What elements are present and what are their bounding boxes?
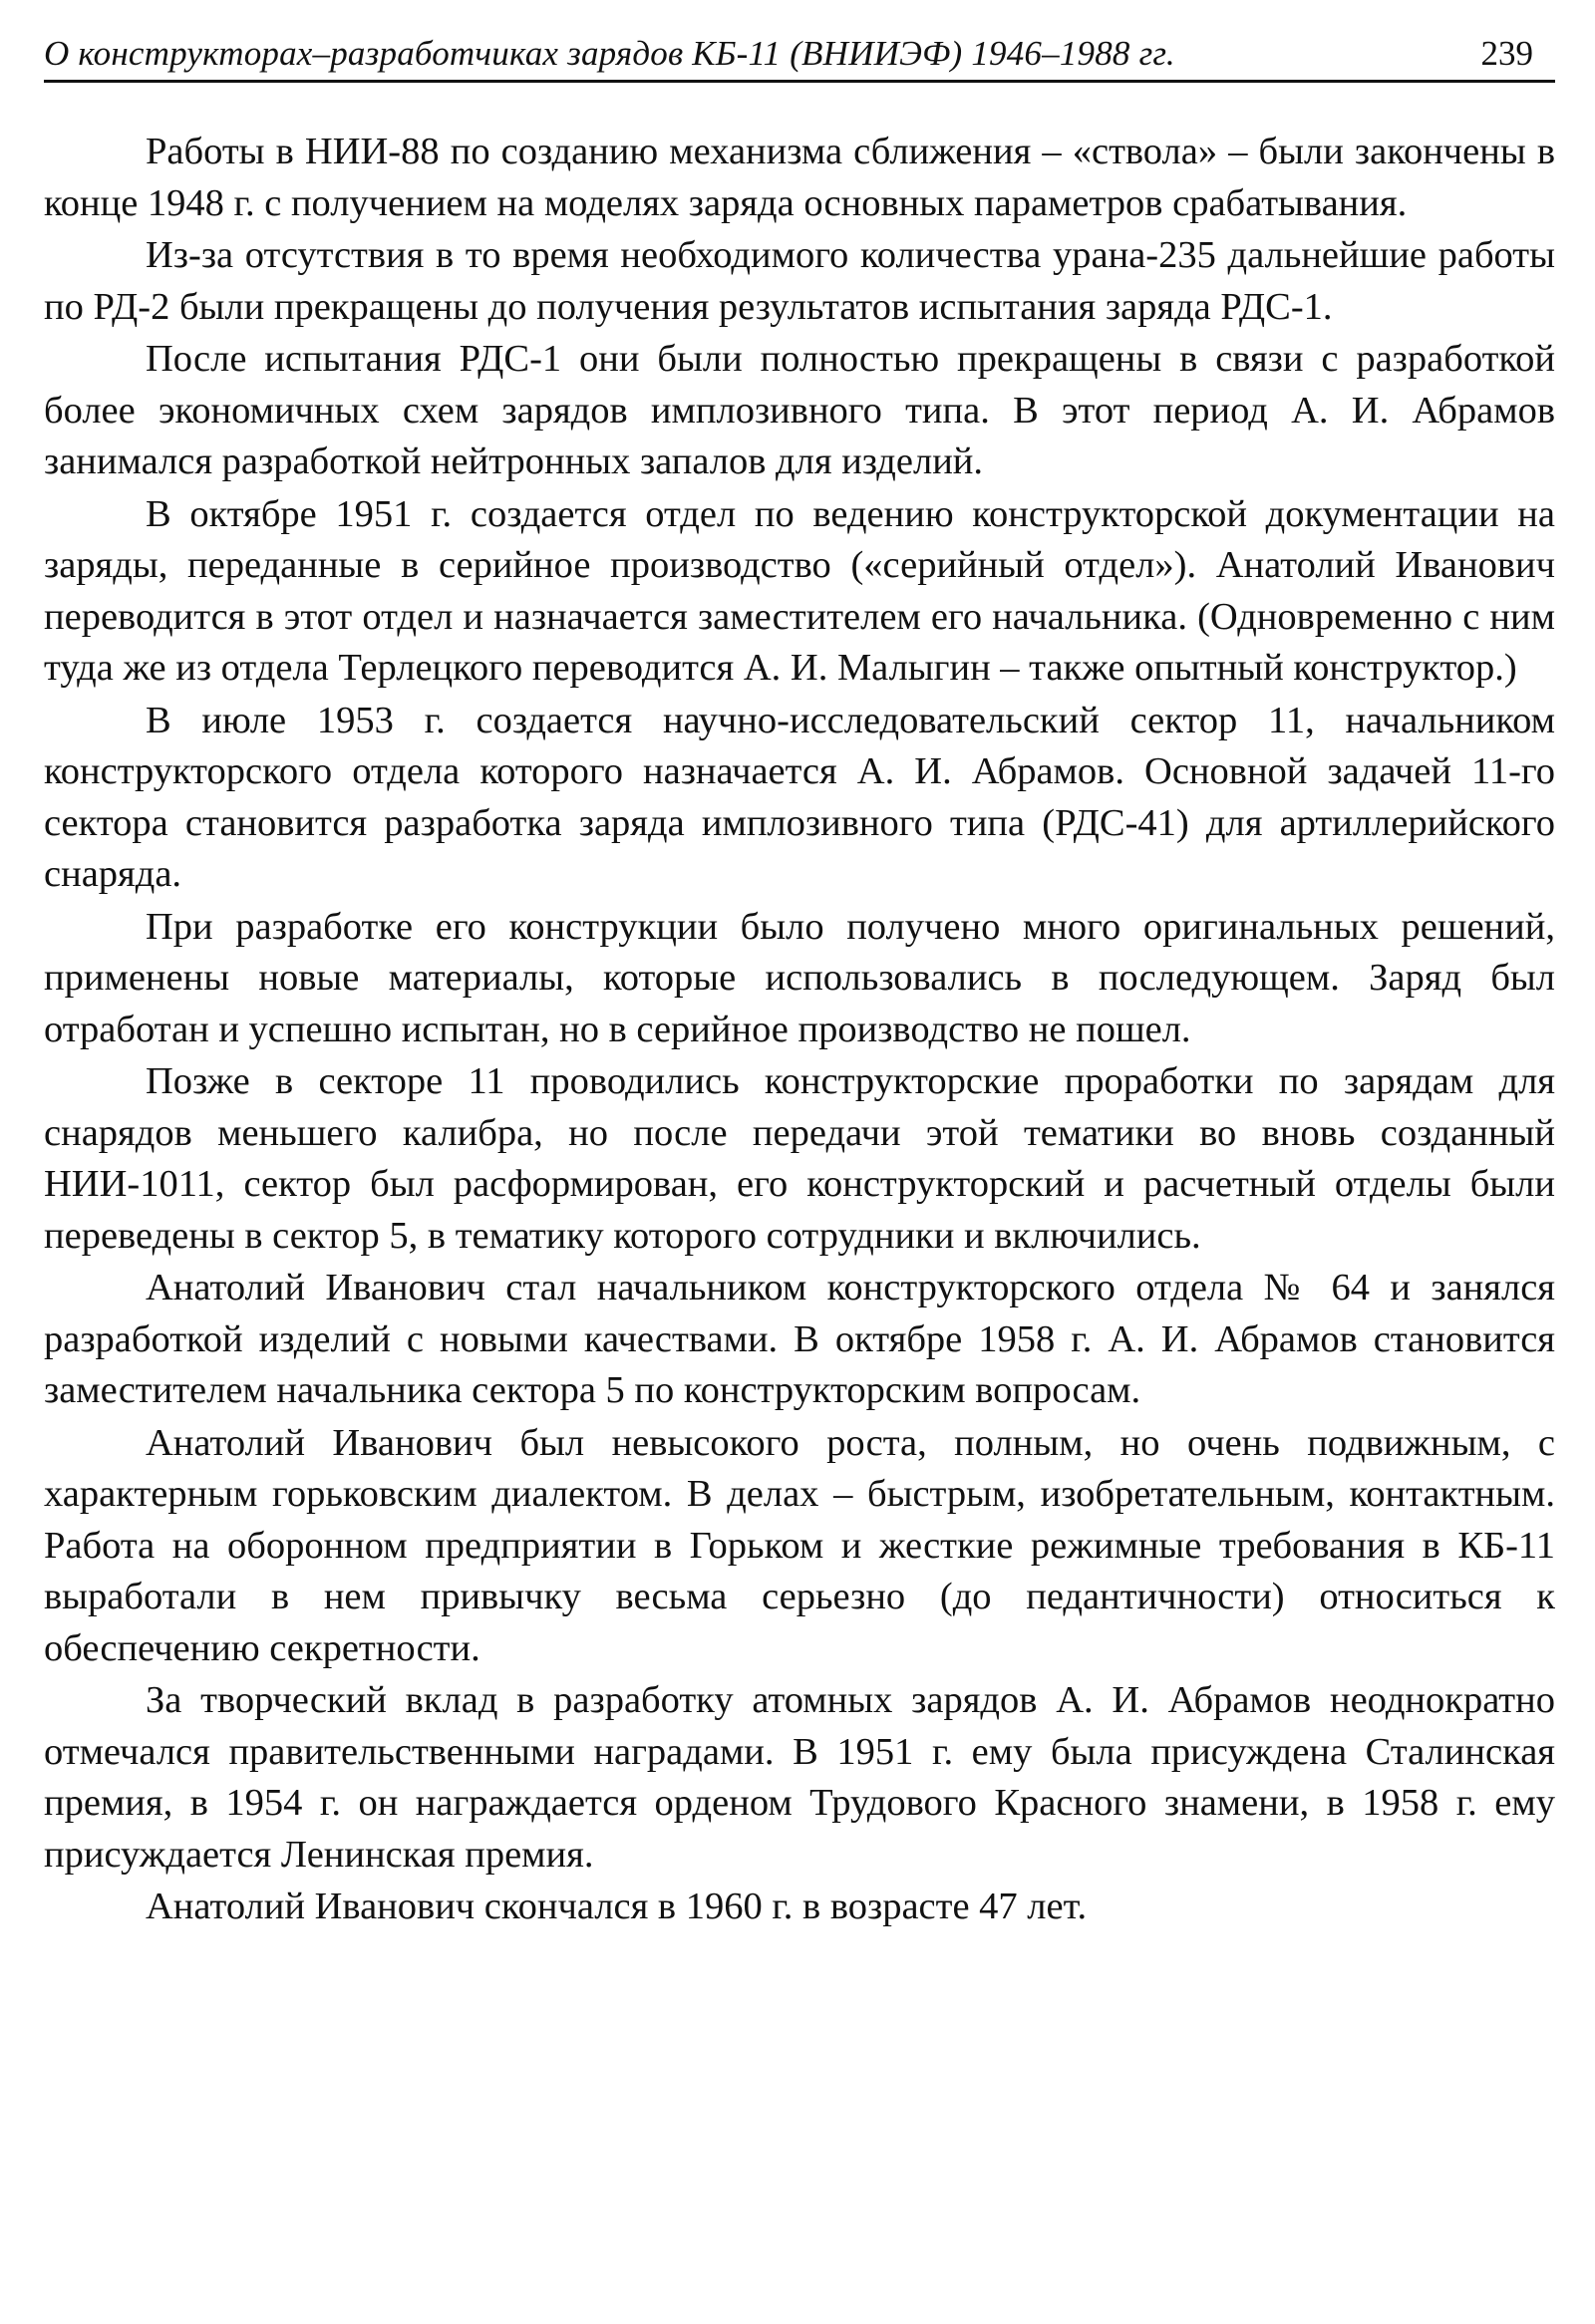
paragraph: В октябре 1951 г. создается отдел по ведению конструкторской документации на заряды, переданные в серийное производство («серийный отдел»). Анатолий Иванович переводится в этот отдел и назначается заместителем его начальника. (Одновременно с ним туда же из отдела Терлецкого переводится А. И. Малыгин – также опытный конструктор.): [44, 492, 1555, 689]
paragraph: При разработке его конструкции было получено много оригинальных решений, применены новые материалы, которые использовались в последующем. Заряд был отработан и успешно испытан, но в серийное производство не пошел.: [44, 905, 1555, 1050]
running-header: [44, 24, 1555, 83]
paragraph: Позже в секторе 11 проводились конструкторские проработки по зарядам для снарядов меньшего калибра, но после передачи этой тематики во вновь созданный НИИ-1011, сектор был расформирован, его конструкторский и расчетный отделы были переведены в сектор 5, в тематику которого сотрудники и включились.: [44, 1060, 1555, 1257]
paragraph: После испытания РДС-1 они были полностью прекращены в связи с разработкой более экономичных схем зарядов имплозивного типа. В этот период А. И. Абрамов занимался разработкой нейтронных запалов для изделий.: [44, 338, 1555, 482]
body-text: [44, 127, 1555, 1933]
paragraph: Анатолий Иванович стал начальником конструкторского отдела № 64 и занялся разработкой изделий с новыми качествами. В октябре 1958 г. А. И. Абрамов становится заместителем начальника сектора 5 по конструкторским вопросам.: [44, 1267, 1555, 1411]
paragraph: Работы в НИИ-88 по созданию механизма сближения – «ствола» – были закончены в конце 1948 г. с получением на моделях заряда основных параметров срабатывания.: [44, 131, 1555, 224]
paragraph: Анатолий Иванович был невысокого роста, полным, но очень подвижным, с характерным горьковским диалектом. В делах – быстрым, изобретательным, контактным. Работа на оборонном предприятии в Горьком и жесткие режимные требования в КБ-11 выработали в нем привычку весьма серьезно (до педантичности) относиться к обеспечению секретности.: [44, 1421, 1555, 1669]
paragraph: Анатолий Иванович скончался в 1960 г. в возрасте 47 лет.: [146, 1886, 1088, 1927]
paragraph: Из-за отсутствия в то время необходимого количества урана-235 дальнейшие работы по РД-2 были прекращены до получения результатов испытания заряда РДС-1.: [44, 234, 1555, 328]
running-header-title: О конструкторах–разработчиках зарядов КБ-11 (ВНИИЭФ) 1946–1988 гг.: [44, 34, 1175, 73]
page-number: 239: [1480, 34, 1533, 73]
book-page: [44, 24, 1555, 1934]
paragraph: За творческий вклад в разработку атомных зарядов А. И. Абрамов неоднократно отмечался правительственными наградами. В 1951 г. ему была присуждена Сталинская премия, в 1954 г. он награждается орденом Трудового Красного знамени, в 1958 г. ему присуждается Ленинская премия.: [44, 1679, 1555, 1876]
paragraph: В июле 1953 г. создается научно-исследовательский сектор 11, начальником конструкторского отдела которого назначается А. И. Абрамов. Основной задачей 11-го сектора становится разработка заряда имплозивного типа (РДС-41) для артиллерийского снаряда.: [44, 699, 1555, 895]
